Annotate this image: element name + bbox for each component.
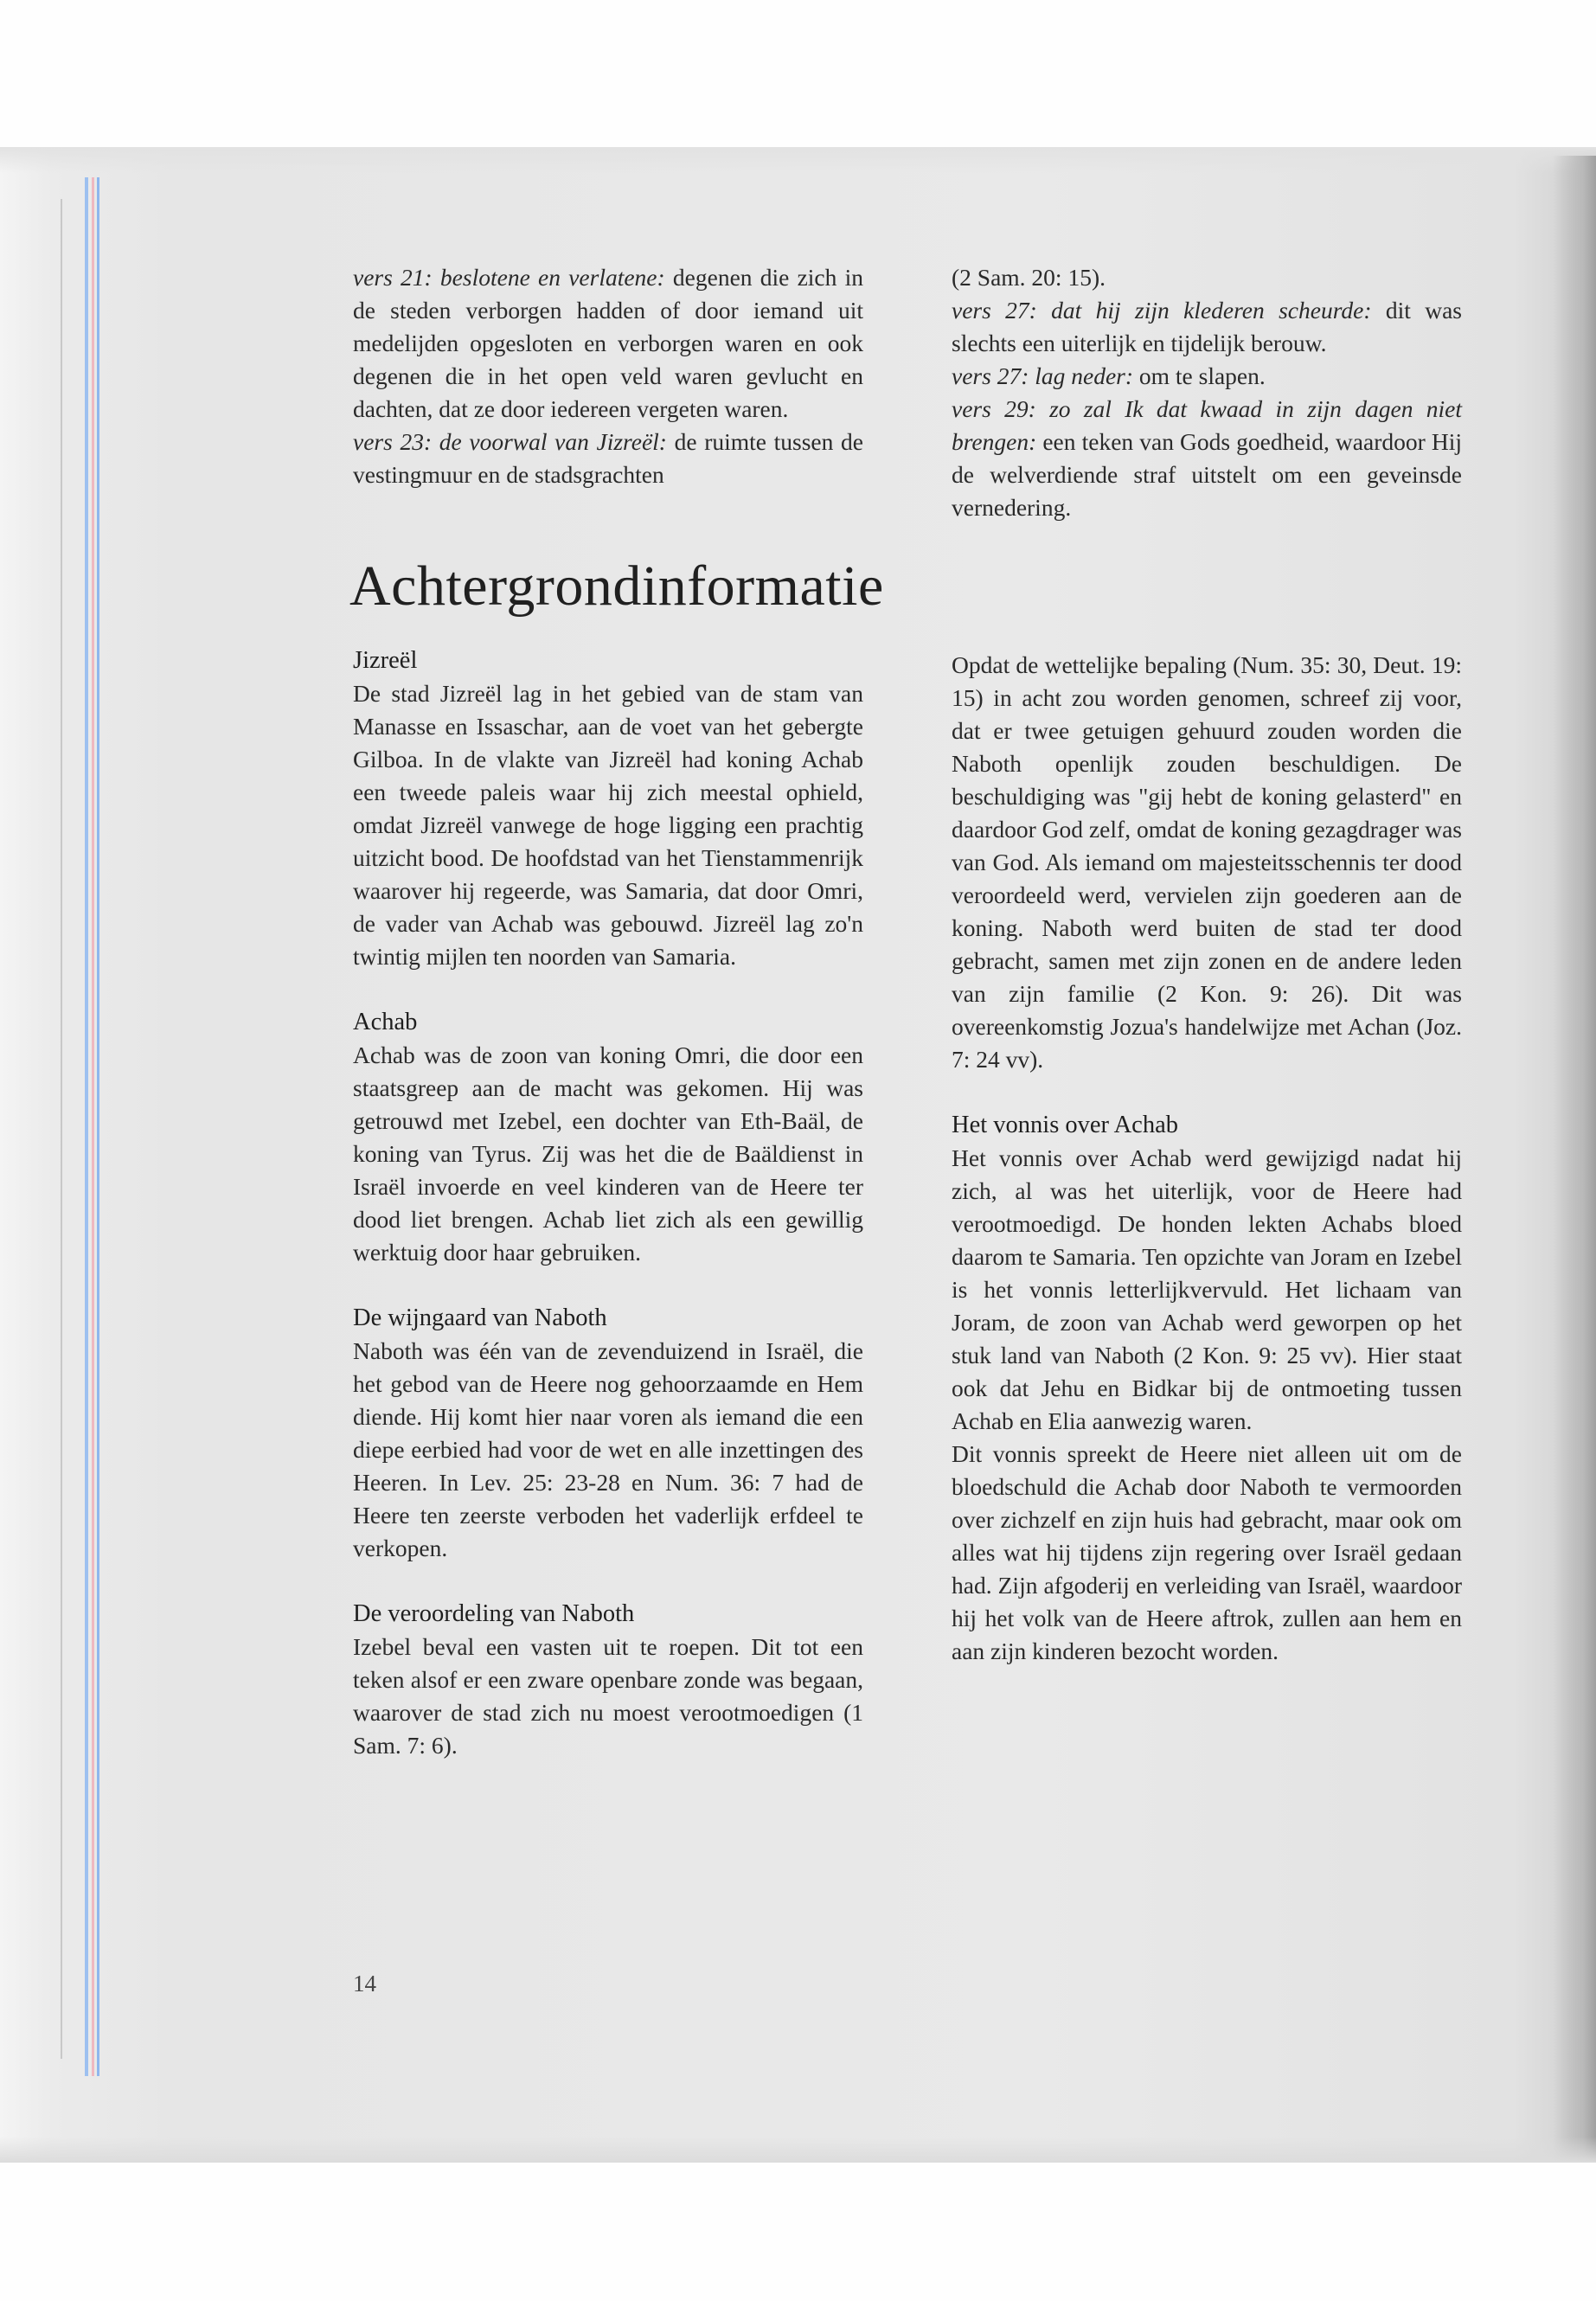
verse-notes-right [952, 261, 1462, 524]
page-edge-pink [92, 177, 94, 2076]
section-paragraph: Naboth was één van de zevenduizend in Israël, die het gebod van de Heere nog gehoorzaamde en Hem diende. Hij komt hier naar voren als iemand die een diepe eerbied had voor de wet en alle inzettingen des Heeren. In Lev. 25: 23-28 en Num. 36: 7 had de Heere ten zeerste verboden het vaderlijk erfdeel te verkopen. [353, 1337, 863, 1561]
left-column [353, 644, 863, 1762]
right-column [952, 649, 1462, 1668]
bottom-shadow [0, 2137, 1596, 2163]
verse-note: vers 21: beslotene en verlatene: degenen die zich in de steden verborgen hadden of door iemand uit medelijden opgesloten en verborgen waren en ook degenen die in het open veld waren gevlucht en dachten, dat ze door iedereen vergeten waren. [353, 264, 863, 422]
verse-note: vers 27: dat hij zijn klederen scheurde: dit was slechts een uiterlijk en tijdelijk berouw. [952, 297, 1462, 356]
page-edge-blue [85, 177, 88, 2076]
section-paragraph: Opdat de wettelijke bepaling (Num. 35: 30, Deut. 19: 15) in acht zou worden genomen, schreef zij voor, dat er twee getuigen gehuurd zouden worden die Naboth openlijk zouden beschuldigen. De beschuldiging was "gij hebt de koning gelasterd" en daardoor God zelf, omdat de koning gezagdrager was van God. Als iemand om majesteitsschennis ter dood veroordeeld werd, vervielen zijn goederen aan de koning. Naboth werd buiten de stad ter dood gebracht, samen met zijn zonen en de andere leden van zijn familie (2 Kon. 9: 26). Dit was overeenkomstig Jozua's handelwijze met Achan (Joz. 7: 24 vv). [952, 651, 1462, 1073]
page-number: 14 [353, 1971, 376, 1997]
page-edge-line [61, 199, 62, 2059]
section-paragraph: Izebel beval een vasten uit te roepen. Dit tot een teken alsof er een zware openbare zonde was begaan, waarover de stad zich nu moest verootmoedigen (1 Sam. 7: 6). [353, 1633, 863, 1759]
verse-note: vers 23: de voorwal van Jizreël: de ruimte tussen de vestingmuur en de stadsgrachten [353, 428, 863, 488]
top-shadow [0, 147, 1596, 173]
section-paragraph: Achab was de zoon van koning Omri, die door een staatsgreep aan de macht was gekomen. Hij was getrouwd met Izebel, een dochter van Eth-Baäl, de koning van Tyrus. Zij was het die de Baäldienst in Israël invoerde en veel kinderen van de Heere ter dood liet brengen. Achab liet zich als een gewillig werktuig door haar gebruiken. [353, 1042, 863, 1266]
section-heading: Achab [353, 1009, 418, 1035]
section-heading: De wijngaard van Naboth [353, 1304, 607, 1331]
section-paragraph: Het vonnis over Achab werd gewijzigd nadat hij zich, al was het uiterlijk, voor de Heere had verootmoedigd. De honden lekten Achabs bloed daarom te Samaria. Ten opzichte van Joram en Izebel is het vonnis letterlijkvervuld. Het lichaam van Joram, de zoon van Achab werd geworpen op het stuk land van Naboth (2 Kon. 9: 25 vv). Hier staat ook dat Jehu en Bidkar bij de ontmoeting tussen Achab en Elia aanwezig waren. [952, 1144, 1462, 1434]
section-heading: Het vonnis over Achab [952, 1112, 1178, 1138]
section-paragraph: De stad Jizreël lag in het gebied van de stam van Manasse en Issaschar, aan de voet van het gebergte Gilboa. In de vlakte van Jizreël had koning Achab een tweede paleis waar hij zich meestal ophield, omdat Jizreël vanwege de hoge ligging een prachtig uitzicht bood. De hoofdstad van het Tienstammenrijk waarover hij regeerde, was Samaria, dat door Omri, de vader van Achab was gebouwd. Jizreël lag zo'n twintig mijlen ten noorden van Samaria. [353, 680, 863, 970]
verse-note: vers 27: lag neder: om te slapen. [952, 362, 1266, 389]
verse-note: (2 Sam. 20: 15). [952, 264, 1106, 291]
page-edge-right-shadow [1553, 156, 1596, 2163]
page-title: Achtergrondinformatie [349, 554, 884, 618]
section-paragraph: Dit vonnis spreekt de Heere niet alleen uit om de bloedschuld die Achab door Naboth te vermoorden over zichzelf en zijn huis had gebracht, maar ook om alles wat hij tijdens zijn regering over Israël gedaan had. Zijn afgoderij en verleiding van Israël, waardoor hij het volk van de Heere aftrok, zullen aan hem en aan zijn kinderen bezocht worden. [952, 1440, 1462, 1664]
verse-notes-left [353, 261, 863, 491]
verse-note: vers 29: zo zal Ik dat kwaad in zijn dagen niet brengen: een teken van Gods goedheid, waardoor Hij de welverdiende straf uitstelt om een geveinsde vernedering. [952, 395, 1462, 521]
page-edge-blue-inner [97, 177, 99, 2076]
section-heading: Jizreël [353, 647, 418, 674]
section-heading: De veroordeling van Naboth [353, 1600, 635, 1627]
